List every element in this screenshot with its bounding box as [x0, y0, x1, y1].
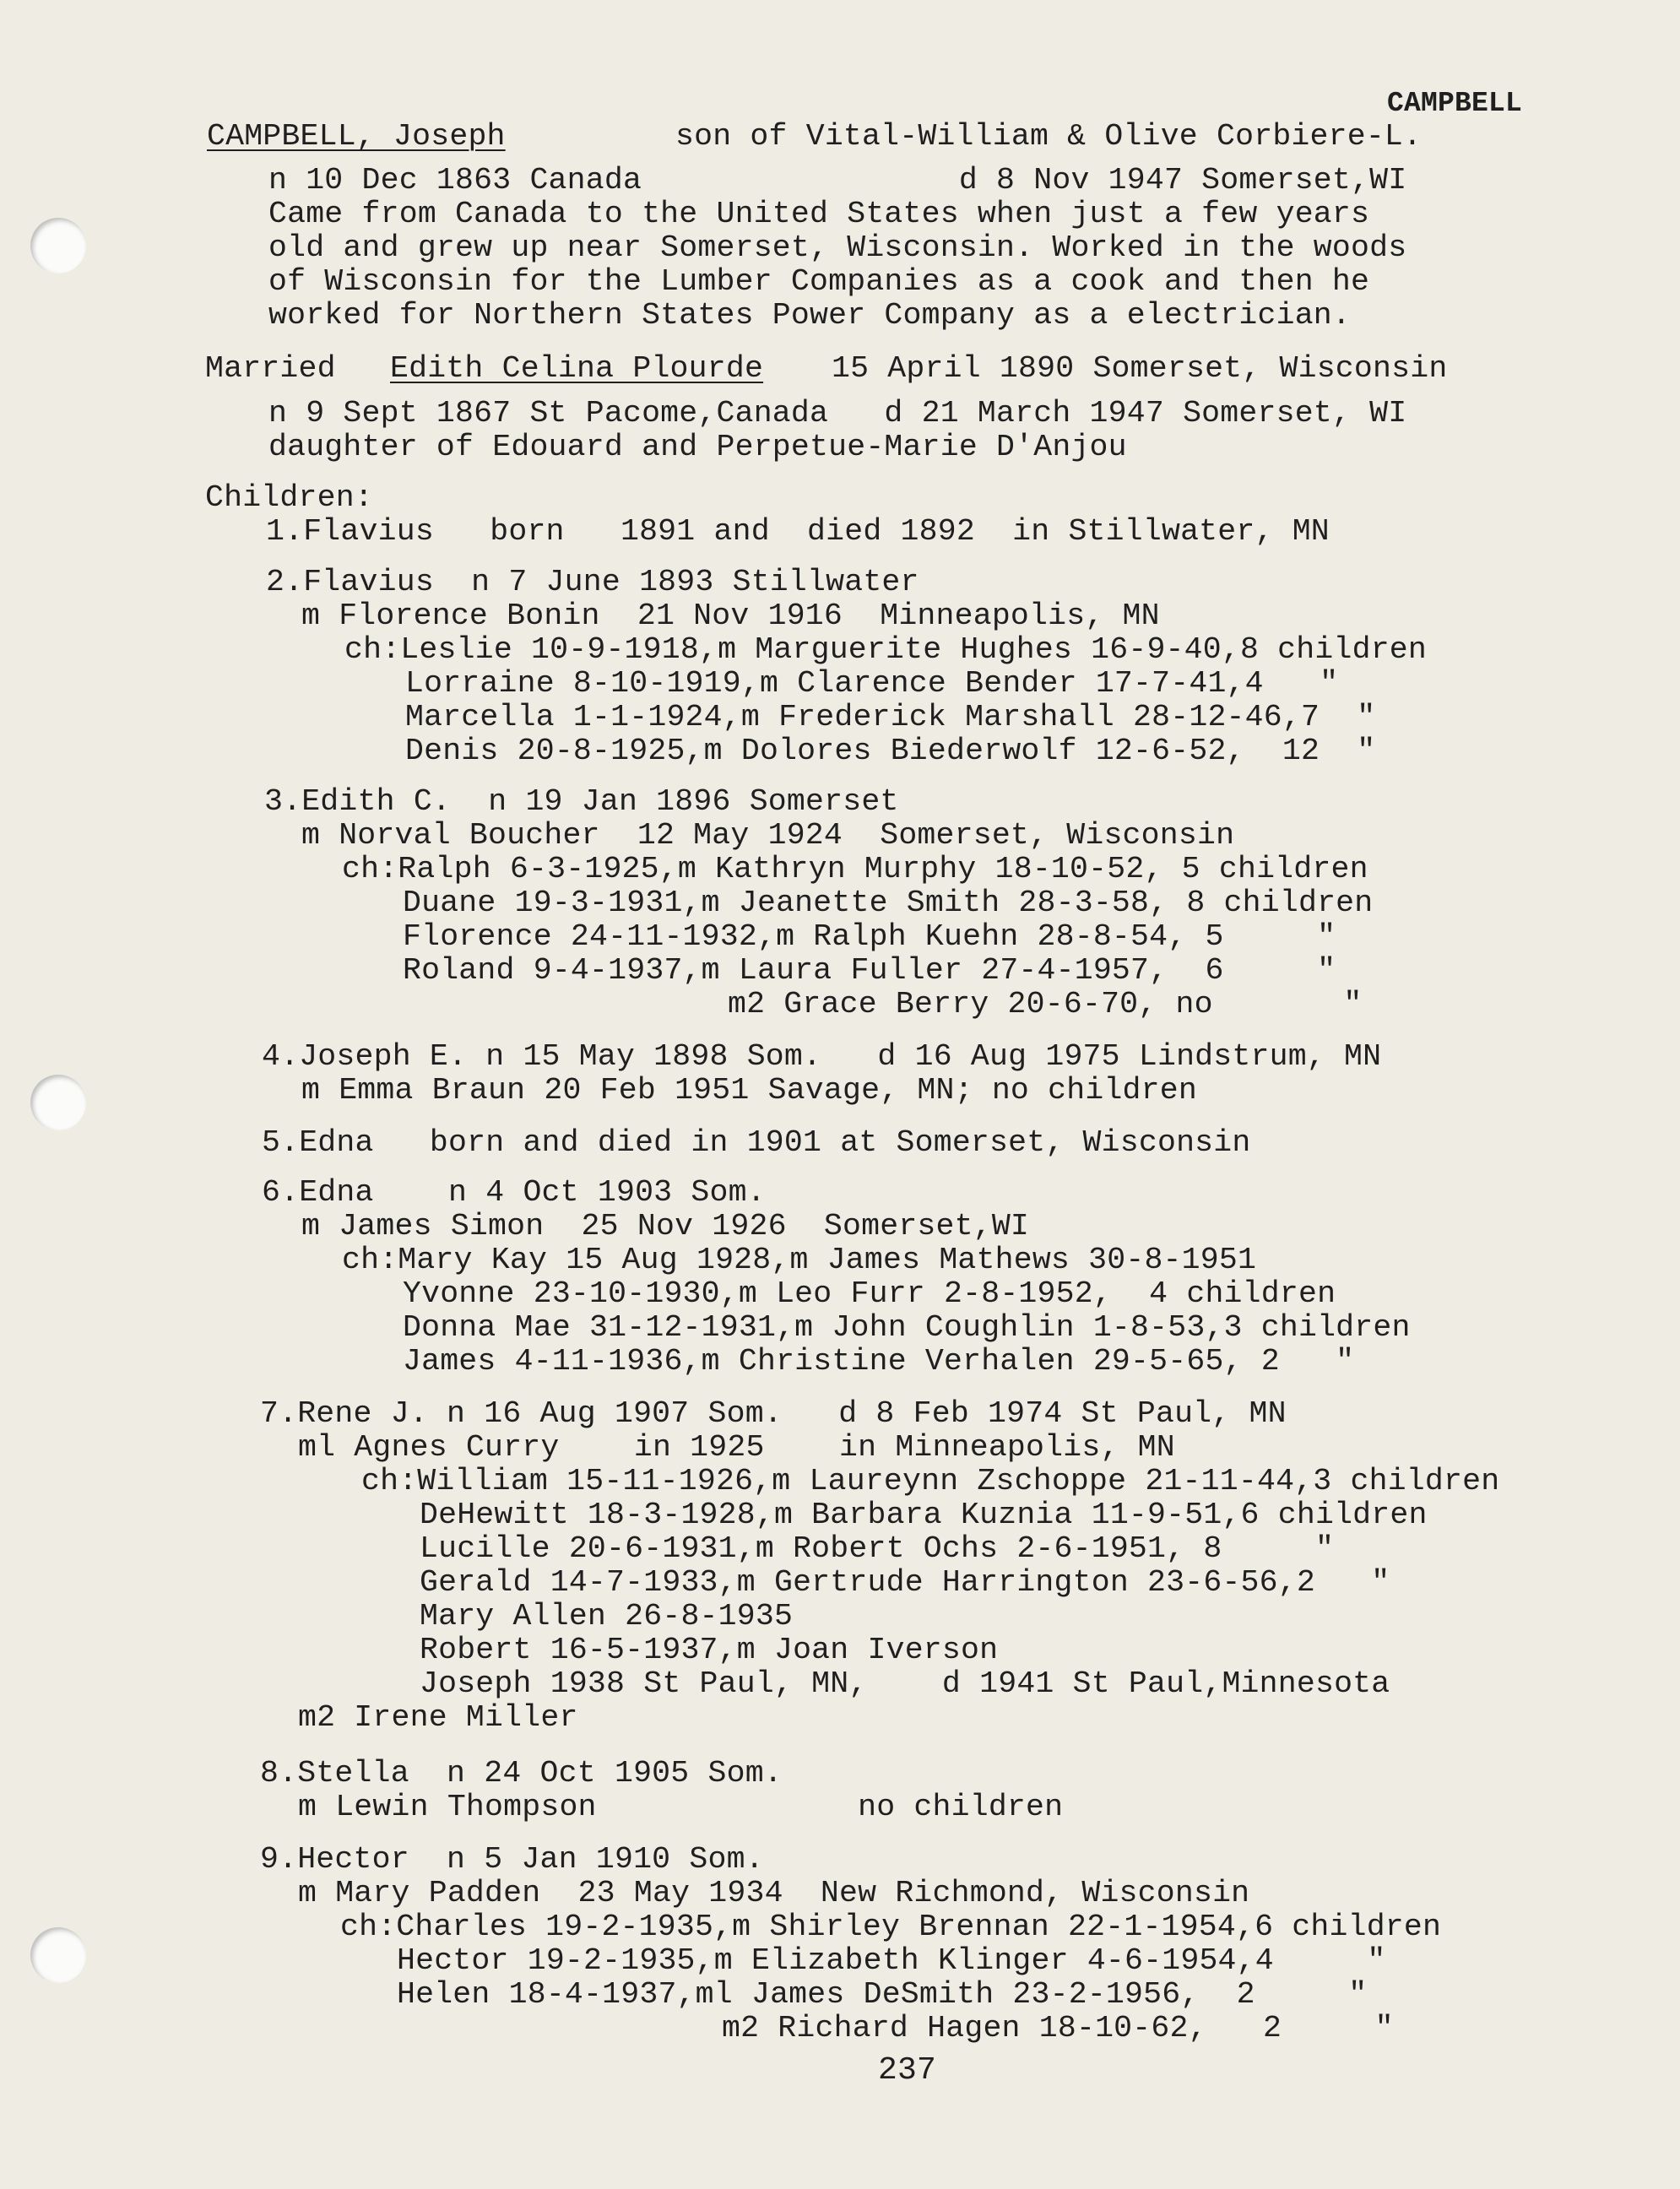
record-line: 8.Stella n 24 Oct 1905 Som.	[260, 1756, 783, 1791]
punch-hole-bottom	[30, 1927, 86, 1983]
record-line: ml Agnes Curry in 1925 in Minneapolis, MN	[298, 1430, 1175, 1465]
subject-parents: son of Vital-William & Olive Corbiere-L.	[675, 119, 1423, 154]
bio-line: worked for Northern States Power Company as a electrician.	[268, 298, 1352, 333]
bio-line: Came from Canada to the United States when just a few years	[268, 197, 1370, 231]
record-line: 1.Flavius born 1891 and died 1892 in Stillwater, MN	[266, 514, 1330, 549]
record-line: Yvonne 23-10-1930,m Leo Furr 2-8-1952, 4 children	[403, 1276, 1336, 1311]
record-line: Robert 16-5-1937,m Joan Iverson	[420, 1633, 999, 1667]
record-line: 2.Flavius n 7 June 1893 Stillwater	[266, 565, 919, 599]
subject-name: CAMPBELL, Joseph	[207, 119, 506, 154]
record-line: Marcella 1-1-1924,m Frederick Marshall 28-12-46,7 "	[405, 700, 1376, 734]
record-line: m2 Irene Miller	[298, 1700, 578, 1735]
spouse-parents: daughter of Edouard and Perpetue-Marie D'Anjou	[268, 430, 1127, 464]
marriage-details: 15 April 1890 Somerset, Wisconsin	[832, 351, 1448, 386]
subject-birth-death: n 10 Dec 1863 Canada d 8 Nov 1947 Somerset,WI	[268, 163, 1407, 198]
record-line: Helen 18-4-1937,ml James DeSmith 23-2-1956, 2 "	[397, 1977, 1368, 2012]
record-line: Duane 19-3-1931,m Jeanette Smith 28-3-58, 8 children	[403, 886, 1374, 920]
record-line: Denis 20-8-1925,m Dolores Biederwolf 12-6-52, 12 "	[405, 734, 1376, 768]
record-line: m Norval Boucher 12 May 1924 Somerset, Wisconsin	[301, 818, 1235, 853]
record-line: Joseph 1938 St Paul, MN, d 1941 St Paul,Minnesota	[420, 1666, 1390, 1701]
record-line: ch:Ralph 6-3-1925,m Kathryn Murphy 18-10-52, 5 children	[342, 852, 1368, 886]
record-line: 9.Hector n 5 Jan 1910 Som.	[260, 1842, 764, 1877]
children-label: Children:	[205, 480, 373, 515]
punch-hole-middle	[30, 1075, 86, 1130]
punch-hole-top	[30, 218, 86, 274]
page-number: 237	[878, 2052, 937, 2089]
record-line: ch:Charles 19-2-1935,m Shirley Brennan 22-1-1954,6 children	[340, 1910, 1442, 1944]
bio-line: old and grew up near Somerset, Wisconsin. Worked in the woods	[268, 230, 1407, 265]
spouse-name: Edith Celina Plourde	[390, 351, 764, 386]
page-header: CAMPBELL	[1387, 88, 1523, 119]
record-line: 4.Joseph E. n 15 May 1898 Som. d 16 Aug 1975 Lindstrum, MN	[262, 1039, 1382, 1074]
spouse-birth-death: n 9 Sept 1867 St Pacome,Canada d 21 March 1947 Somerset, WI	[268, 396, 1407, 431]
record-line: Roland 9-4-1937,m Laura Fuller 27-4-1957, 6 "	[403, 953, 1336, 988]
bio-line: of Wisconsin for the Lumber Companies as a cook and then he	[268, 264, 1370, 299]
record-line: James 4-11-1936,m Christine Verhalen 29-5-65, 2 "	[403, 1344, 1355, 1379]
record-line: Hector 19-2-1935,m Elizabeth Klinger 4-6-1954,4 "	[397, 1943, 1386, 1978]
record-line: m2 Grace Berry 20-6-70, no "	[728, 987, 1363, 1021]
record-line: m Lewin Thompson no children	[298, 1790, 1064, 1824]
record-line: DeHewitt 18-3-1928,m Barbara Kuznia 11-9-51,6 children	[420, 1498, 1428, 1532]
record-line: Donna Mae 31-12-1931,m John Coughlin 1-8-53,3 children	[403, 1310, 1411, 1345]
record-line: ch:Mary Kay 15 Aug 1928,m James Mathews 30-8-1951	[342, 1243, 1257, 1277]
record-line: m James Simon 25 Nov 1926 Somerset,WI	[301, 1209, 1030, 1244]
record-line: 3.Edith C. n 19 Jan 1896 Somerset	[264, 784, 899, 819]
record-line: m2 Richard Hagen 18-10-62, 2 "	[722, 2011, 1394, 2045]
record-line: Gerald 14-7-1933,m Gertrude Harrington 23-6-56,2 "	[420, 1565, 1390, 1600]
record-line: Mary Allen 26-8-1935	[420, 1599, 794, 1634]
record-line: m Florence Bonin 21 Nov 1916 Minneapolis, MN	[301, 599, 1160, 633]
record-line: m Mary Padden 23 May 1934 New Richmond, Wisconsin	[298, 1876, 1250, 1910]
record-line: 7.Rene J. n 16 Aug 1907 Som. d 8 Feb 1974 St Paul, MN	[260, 1396, 1287, 1431]
record-line: ch:William 15-11-1926,m Laureynn Zschoppe 21-11-44,3 children	[361, 1464, 1500, 1498]
record-line: Florence 24-11-1932,m Ralph Kuehn 28-8-54, 5 "	[403, 919, 1336, 954]
record-line: ch:Leslie 10-9-1918,m Marguerite Hughes 16-9-40,8 children	[344, 632, 1428, 667]
record-line: m Emma Braun 20 Feb 1951 Savage, MN; no children	[301, 1073, 1197, 1108]
record-line: Lorraine 8-10-1919,m Clarence Bender 17-7-41,4 "	[405, 666, 1339, 701]
record-line: Lucille 20-6-1931,m Robert Ochs 2-6-1951, 8 "	[420, 1531, 1335, 1566]
married-label: Married	[205, 351, 336, 386]
record-line: 6.Edna n 4 Oct 1903 Som.	[262, 1175, 766, 1210]
record-line: 5.Edna born and died in 1901 at Somerset, Wisconsin	[262, 1125, 1251, 1160]
